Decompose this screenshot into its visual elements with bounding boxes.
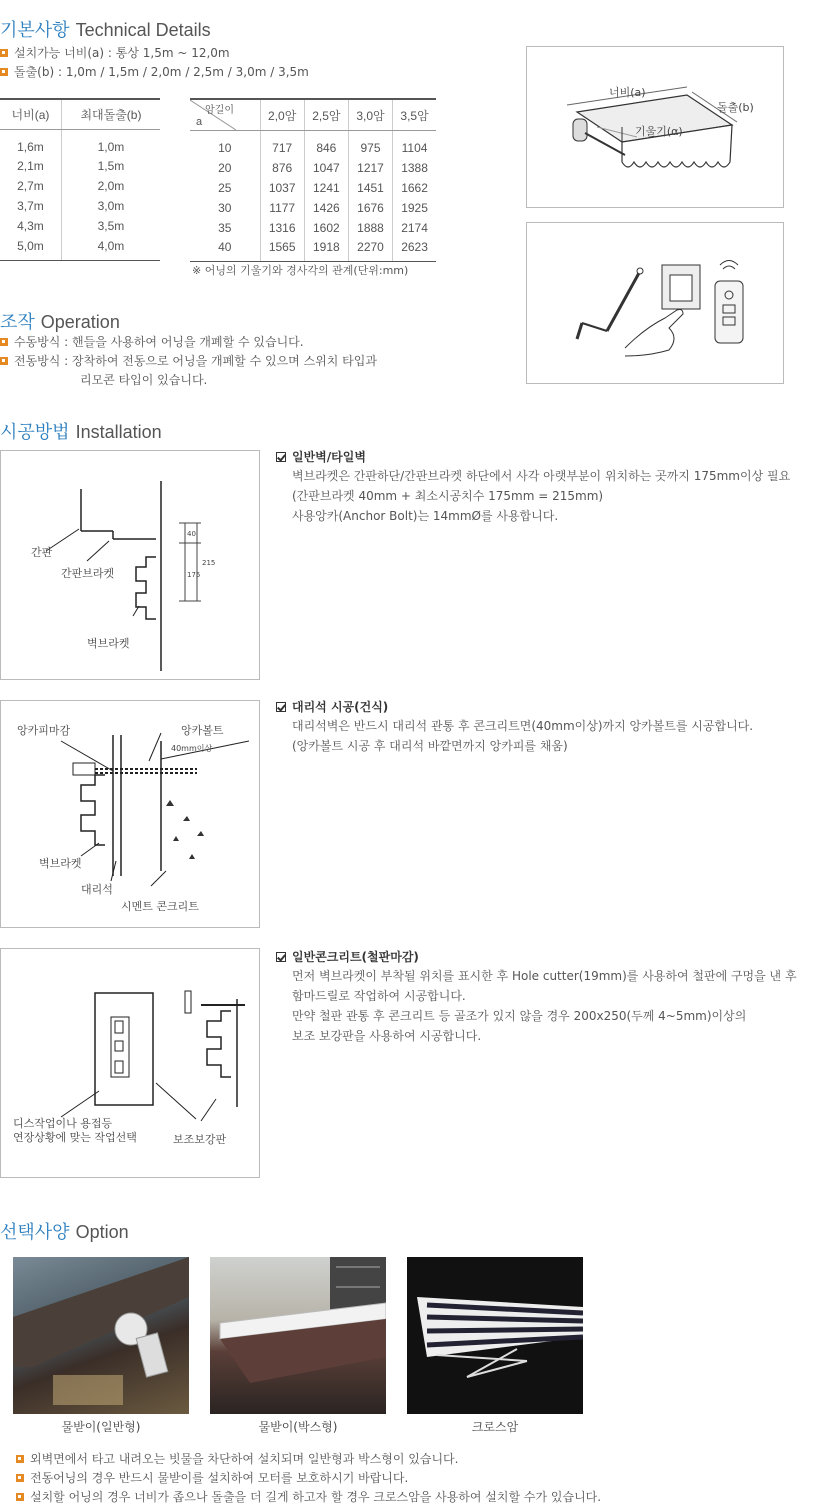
operation-text bbox=[0, 333, 377, 390]
bullet-text: 외벽면에서 타고 내려오는 빗물을 차단하여 설치되며 일반형과 박스형이 있습니다. bbox=[30, 1452, 459, 1466]
width-projection-table bbox=[0, 98, 160, 261]
operation-line bbox=[0, 333, 377, 352]
table-cell: 2623 bbox=[393, 238, 436, 262]
technical-section-title bbox=[0, 16, 211, 42]
gutter-box-svg bbox=[210, 1257, 386, 1414]
table-cell: 1676 bbox=[348, 198, 392, 218]
bullet-item bbox=[16, 1450, 601, 1469]
operation-section-title bbox=[0, 308, 120, 334]
table-cell: 1316 bbox=[260, 218, 304, 238]
table-row bbox=[190, 178, 436, 198]
table-cell: 846 bbox=[304, 131, 348, 158]
bullet-item bbox=[16, 1469, 601, 1488]
table-row bbox=[0, 236, 160, 260]
label-sign-bracket: 간판브라켓 bbox=[61, 567, 115, 580]
label-cement-concrete: 시멘트 콘크리트 bbox=[121, 900, 199, 913]
table-cell: 5,0m bbox=[0, 236, 61, 260]
table-cell: 3,0m bbox=[61, 196, 160, 216]
table-cell: 1,0m bbox=[61, 129, 160, 156]
table-cell: 1241 bbox=[304, 178, 348, 198]
diagram-projection-label: 돌출(b) bbox=[717, 101, 754, 114]
operation-electric-text: 전동방식 : 장착하여 전동으로 어닝을 개폐할 수 있으며 스위치 타입과 bbox=[14, 354, 377, 368]
table-cell: 1047 bbox=[304, 158, 348, 178]
label-dim-215: 215 bbox=[202, 559, 216, 567]
table-cell: 2,1m bbox=[17, 159, 44, 173]
bullet-text: 전동어닝의 경우 반드시 물받이를 설치하여 모터를 보호하시기 바랍니다. bbox=[30, 1471, 409, 1485]
wall-install-diagram bbox=[0, 450, 260, 680]
install-item-concrete bbox=[276, 948, 797, 1046]
label-marble: 대리석 bbox=[81, 883, 113, 896]
install-line: 벽브라켓은 간판하단/간판브라켓 하단에서 사각 아랫부분이 위치하는 곳까지 175mm이상 필요 bbox=[292, 469, 791, 483]
check-icon bbox=[276, 952, 286, 962]
table-cell: 4,3m bbox=[17, 219, 44, 233]
table-row bbox=[0, 216, 160, 236]
table-cell: 717 bbox=[260, 131, 304, 158]
option-title-ko: 선택사양 bbox=[0, 1222, 70, 1242]
install-line: 보조 보강판을 사용하여 시공합니다. bbox=[292, 1029, 482, 1043]
table-cell: 35 bbox=[218, 220, 232, 235]
install-line: 먼저 벽브라켓이 부착될 위치를 표시한 후 Hole cutter(19mm)를 사용하여 철판에 구멍을 낸 후 bbox=[292, 969, 797, 983]
check-icon bbox=[276, 452, 286, 462]
table-cell: 1918 bbox=[304, 238, 348, 262]
table-cell: 1451 bbox=[348, 178, 392, 198]
corner-top-label: 암길이 bbox=[205, 105, 234, 116]
label-work-select: 연장상황에 맞는 작업선택 bbox=[13, 1131, 137, 1144]
label-disc-work: 디스작업이나 용접등 bbox=[13, 1117, 113, 1130]
installation-section-title bbox=[0, 418, 162, 444]
table-row bbox=[190, 158, 436, 178]
table-cell: 1104 bbox=[393, 131, 436, 158]
bullet-icon bbox=[0, 49, 8, 57]
table-cell: 40 bbox=[190, 238, 260, 262]
bullet-text: 설치할 어닝의 경우 너비가 좁으나 돌출을 더 길게 하고자 할 경우 크로스암을 사용하여 설치할 수가 있습니다. bbox=[30, 1490, 602, 1504]
operation-title-ko: 조작 bbox=[0, 312, 35, 332]
photo-gutter-box bbox=[210, 1257, 386, 1414]
install-line: 대리석벽은 반드시 대리석 관통 후 콘크리트면(40mm이상)까지 앙카볼트를 시공합니다. bbox=[292, 719, 754, 733]
table-row bbox=[0, 156, 160, 176]
photo-caption: 물받이(박스형) bbox=[258, 1420, 338, 1434]
table-row bbox=[0, 129, 160, 156]
cross-arm-svg bbox=[407, 1257, 583, 1414]
operation-illustration bbox=[526, 222, 784, 384]
table-row bbox=[190, 238, 436, 262]
label-anchor-finish: 앙카피마감 bbox=[17, 724, 71, 737]
table-row bbox=[190, 218, 436, 238]
label-dim-40: 40 bbox=[187, 530, 196, 538]
install-item-marble bbox=[276, 698, 753, 756]
table-cell: 1662 bbox=[393, 178, 436, 198]
table-cell: 2,0m bbox=[61, 176, 160, 196]
bullet-icon bbox=[16, 1455, 24, 1463]
table-cell: 1888 bbox=[348, 218, 392, 238]
install-heading bbox=[276, 948, 797, 965]
installation-title-en: Installation bbox=[75, 422, 162, 442]
bullet-item bbox=[0, 63, 309, 82]
table-note: ※ 어닝의 기울기와 경사각의 관계(단위:mm) bbox=[192, 264, 409, 277]
table-cell: 1177 bbox=[260, 198, 304, 218]
label-wall-bracket: 벽브라켓 bbox=[39, 857, 82, 870]
table-header: 3,5암 bbox=[393, 99, 436, 131]
table-row bbox=[190, 131, 436, 158]
bullet-icon bbox=[0, 68, 8, 76]
marble-install-diagram bbox=[0, 700, 260, 928]
technical-title-en: Technical Details bbox=[75, 20, 211, 40]
gutter-standard-svg bbox=[13, 1257, 189, 1414]
check-icon bbox=[276, 702, 286, 712]
label-wall-bracket: 벽브라켓 bbox=[87, 637, 130, 650]
table-row bbox=[0, 196, 160, 216]
photo-gutter-standard bbox=[13, 1257, 189, 1414]
table-cell: 1565 bbox=[260, 238, 304, 262]
label-reinforcement-plate: 보조보강판 bbox=[173, 1133, 227, 1146]
install-heading-text: 대리석 시공(건식) bbox=[292, 700, 389, 714]
table-cell: 1037 bbox=[260, 178, 304, 198]
install-heading-text: 일반콘크리트(철판마감) bbox=[292, 950, 419, 964]
table-cell: 975 bbox=[348, 131, 392, 158]
install-line: (간판브라켓 40mm + 최소시공치수 175mm = 215mm) bbox=[292, 489, 604, 503]
bullet-text: 설치가능 너비(a) : 통상 1,5m ~ 12,0m bbox=[14, 46, 230, 60]
bullet-item bbox=[16, 1488, 601, 1507]
table-cell: 2174 bbox=[393, 218, 436, 238]
table-cell: 2,7m bbox=[17, 179, 44, 193]
option-bullets bbox=[16, 1450, 601, 1507]
bullet-icon bbox=[16, 1474, 24, 1482]
table-cell: 1602 bbox=[304, 218, 348, 238]
label-dim-175: 175 bbox=[187, 571, 201, 579]
operation-line bbox=[0, 352, 377, 371]
table-header: 2,5암 bbox=[304, 99, 348, 131]
photo-caption: 물받이(일반형) bbox=[61, 1420, 141, 1434]
operation-illustration-svg bbox=[527, 223, 785, 385]
table-header: 2,0암 bbox=[260, 99, 304, 131]
table-cell: 1217 bbox=[348, 158, 392, 178]
diagram-slope-label: 기울기(α) bbox=[635, 125, 683, 138]
option-section-title bbox=[0, 1218, 129, 1244]
install-body bbox=[276, 966, 797, 1046]
table-corner-header bbox=[190, 99, 260, 131]
table-cell: 3,5m bbox=[61, 216, 160, 236]
table-cell: 1426 bbox=[304, 198, 348, 218]
operation-line bbox=[0, 371, 377, 390]
table-cell: 25 bbox=[218, 180, 232, 195]
bullet-icon bbox=[0, 357, 8, 365]
concrete-install-diagram bbox=[0, 948, 260, 1178]
arm-slope-table bbox=[190, 98, 436, 262]
table-header: 3,0암 bbox=[348, 99, 392, 131]
bullet-text: 돌출(b) : 1,0m / 1,5m / 2,0m / 2,5m / 3,0m / 3,5m bbox=[14, 65, 309, 79]
bullet-item bbox=[0, 44, 309, 63]
wall-install-svg bbox=[1, 451, 261, 681]
photo-cross-arm bbox=[407, 1257, 583, 1414]
table-cell: 2270 bbox=[348, 238, 392, 262]
installation-title-ko: 시공방법 bbox=[0, 422, 70, 442]
table-cell: 1388 bbox=[393, 158, 436, 178]
diagram-width-label: 너비(a) bbox=[609, 86, 646, 99]
technical-bullets bbox=[0, 44, 309, 82]
table-cell: 4,0m bbox=[61, 236, 160, 260]
install-body bbox=[276, 466, 790, 526]
table-cell: 876 bbox=[260, 158, 304, 178]
install-heading bbox=[276, 698, 753, 715]
table-cell: 1,5m bbox=[61, 156, 160, 176]
table-cell: 3,7m bbox=[17, 199, 44, 213]
table-cell: 10 bbox=[218, 141, 232, 156]
operation-manual-text: 수동방식 : 핸들을 사용하여 어닝을 개폐할 수 있습니다. bbox=[14, 335, 304, 349]
install-line: 만약 철판 관통 후 콘크리트 등 골조가 있지 않을 경우 200x250(두께 4~5mm)이상의 bbox=[292, 1009, 747, 1023]
install-body bbox=[276, 716, 753, 756]
table-header: 최대돌출(b) bbox=[61, 99, 160, 129]
awning-dimension-diagram bbox=[526, 46, 784, 208]
table-cell: 30 bbox=[218, 200, 232, 215]
label-anchor-bolt: 앙카볼트 bbox=[181, 724, 224, 737]
table-cell: 1925 bbox=[393, 198, 436, 218]
install-line: 사용앙카(Anchor Bolt)는 14mmØ를 사용합니다. bbox=[292, 509, 559, 523]
technical-title-ko: 기본사항 bbox=[0, 20, 70, 40]
install-item-wall bbox=[276, 448, 790, 526]
bullet-icon bbox=[16, 1493, 24, 1501]
table-cell: 1,6m bbox=[17, 139, 44, 154]
label-min-40mm: 40mm이상 bbox=[171, 744, 213, 753]
operation-title-en: Operation bbox=[40, 312, 120, 332]
corner-bottom-label: a bbox=[196, 116, 203, 128]
install-heading bbox=[276, 448, 790, 465]
table-row bbox=[190, 198, 436, 218]
label-sign: 간판 bbox=[31, 546, 53, 559]
install-line: 함마드릴로 작업하여 시공합니다. bbox=[292, 989, 466, 1003]
table-cell: 20 bbox=[218, 160, 232, 175]
photo-caption: 크로스암 bbox=[471, 1420, 519, 1434]
install-heading-text: 일반벽/타일벽 bbox=[292, 450, 366, 464]
install-line: (앙카볼트 시공 후 대리석 바깥면까지 앙카피를 채움) bbox=[292, 739, 568, 753]
table-header: 너비(a) bbox=[0, 99, 61, 129]
table-row bbox=[0, 176, 160, 196]
operation-electric-text-cont: 리모콘 타입이 있습니다. bbox=[80, 373, 208, 387]
option-title-en: Option bbox=[75, 1222, 129, 1242]
bullet-icon bbox=[0, 338, 8, 346]
